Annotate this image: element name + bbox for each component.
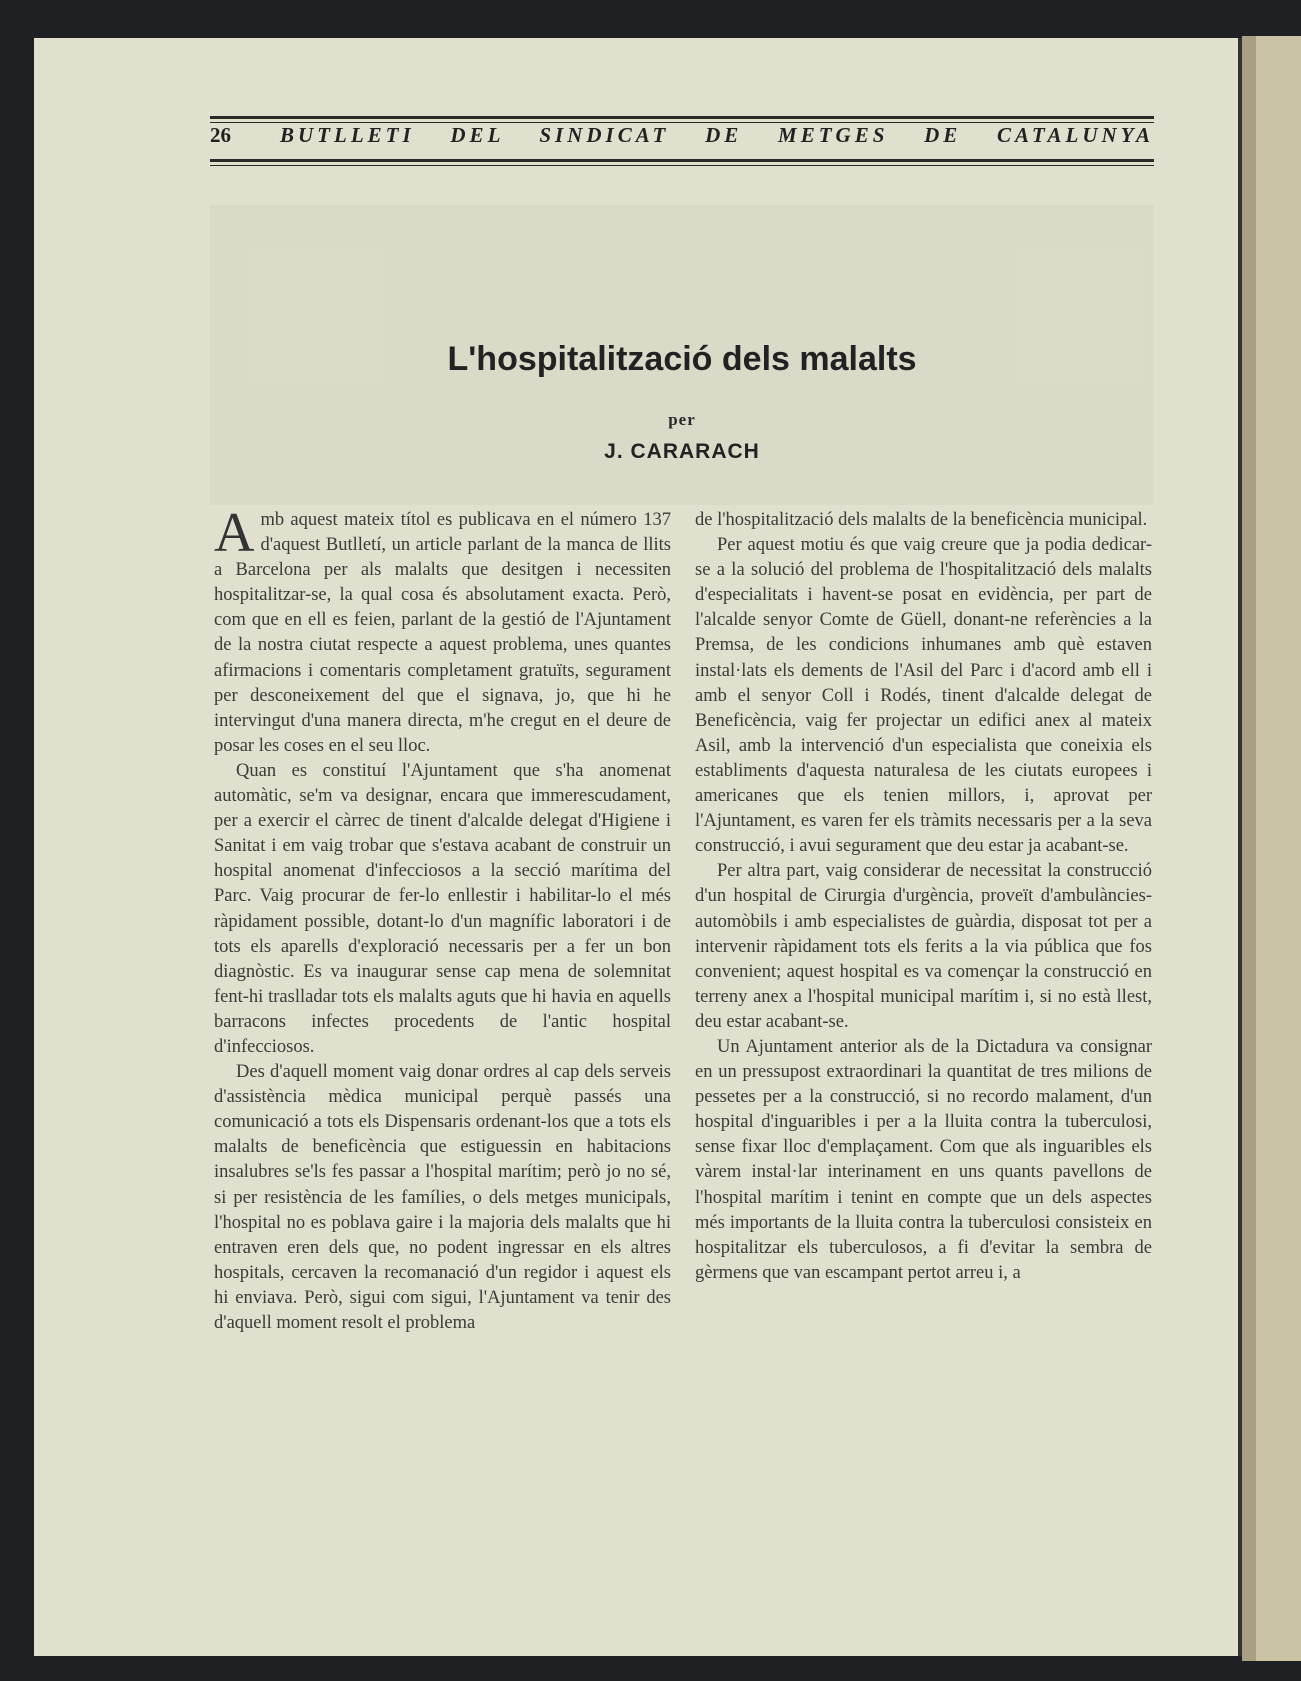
header-rule-bottom <box>210 159 1154 162</box>
paragraph: Per altra part, vaig considerar de necessitat la construcció d'un hospital de Cirurgia d'urgència, proveït d'ambulàncies-automòbils i amb especialistes de guàrdia, disposat tot per a intervenir ràpidament tots els ferits a la via pública que fos convenient; aquest hospital es va començar la construcció en terreny anex a l'hospital municipal marítim i, si no està llest, deu estar acabant-se. <box>695 861 1152 1032</box>
running-title: BUTLLETI DEL SINDICAT DE METGES DE CATALUNYA <box>280 123 1154 147</box>
paragraph: de l'hospitalització dels malalts de la beneficència municipal. <box>695 510 1148 530</box>
drop-cap: A <box>214 502 255 564</box>
right-column <box>695 508 1152 1286</box>
article-title: L'hospitalització dels malalts <box>447 340 917 378</box>
header-line <box>210 123 1154 159</box>
left-column <box>214 502 671 1336</box>
paragraph <box>214 502 671 759</box>
paragraph-text: mb aquest mateix títol es publicava en el número 137 d'aquest Butlletí, un article parlant de la manca de llits a Barcelona per als malalts que desitgen i necessiten hospitalitzar-se, la qual cosa és absolutament exacta. Però, com que en ell es feien, parlant de la gestió de l'Ajuntament de la nostra ciutat respecte a aquest problema, unes quantes afirmacions i comentaris completament gratuïts, segurament per desconeixement del que el signava, jo, que hi he intervingut d'una manera directa, m'he cregut en el deure de posar les coses en el seu lloc. <box>214 510 671 756</box>
adjacent-page-shadow <box>1242 36 1256 1661</box>
paragraph: Quan es constituí l'Ajuntament que s'ha anomenat automàtic, se'm va designar, encara que immerescudament, per a exercir el càrrec de tinent d'alcalde delegat d'Higiene i Sanitat i em vaig trobar que s'estava acabant de construir un hospital anomenat d'infecciosos a la secció marítima del Parc. Vaig procurar de fer-lo enllestir i habilitar-lo el més ràpidament possible, dotant-lo d'un magnífic laboratori i de tots els aparells d'exploració necessaris per a fer un bon diagnòstic. Es va inaugurar sense cap mena de solemnitat fent-hi traslladar tots els malalts aguts que hi havia en aquells barracons infectes procedents de l'antic hospital d'infecciosos. <box>214 760 671 1057</box>
header-rule-bottom-thin <box>210 165 1154 166</box>
running-header <box>210 116 1154 166</box>
paragraph: Des d'aquell moment vaig donar ordres al cap dels serveis d'assistència mèdica municipal perquè passés una comunicació a tots els Dispensaris ordenant-los que a tots els malalts de beneficència que estiguessin en habitacions insalubres se'ls fes passar a l'hospital marítim; però jo no sé, si per resistència de les famílies, o dels metges municipals, l'hospital no es poblava gaire i la majoria dels malalts que hi entraven eren dels que, no podent ingressar en els altres hospitals, cercaven la recomanació d'un regidor i aquest els hi enviava. Però, sigui com sigui, l'Ajuntament va tenir des d'aquell moment resolt el problema <box>214 1062 671 1333</box>
page-number: 26 <box>210 123 231 147</box>
article-author: J. CARARACH <box>604 440 760 463</box>
article-byline: per <box>668 410 696 429</box>
paragraph: Per aquest motiu és que vaig creure que ja podia dedicar-se a la solució del problema de l'hospitalització dels malalts d'especialitats i havent-se posat en evidència, per part de l'alcalde senyor Comte de Güell, donant-ne referències a la Premsa, de les condicions inhumanes amb què estaven instal·lats els dements de l'Asil del Parc i d'acord amb ell i amb el senyor Coll i Rodés, tinent d'alcalde delegat de Beneficència, vaig fer projectar un edifici anex al mateix Asil, amb la intervenció d'un especialista que coneixia els establiments d'aquesta naturalesa de les ciutats europees i americanes que els tenien millors, i, aprovat per l'Ajuntament, es varen fer els tràmits necessaris per a la seva construcció, i avui segurament que deu estar ja acabant-se. <box>695 535 1152 857</box>
header-rule-top <box>210 116 1154 119</box>
paragraph: Un Ajuntament anterior als de la Dictadura va consignar en un pressupost extraordinari la quantitat de tres milions de pessetes per a la construcció, si no recordo malament, d'un hospital d'inguaribles i per a la lluita contra la tuberculosi, sense fixar lloc d'emplaçament. Com que als inguaribles els vàrem instal·lar interinament en uns quants pavellons de l'hospital marítim i tenint en compte que un dels aspectes més importants de la lluita contra la tuberculosi consisteix en hospitalitzar els tuberculosos, a fi d'evitar la sembra de gèrmens que van escampant pertot arreu i, a <box>695 1036 1152 1283</box>
